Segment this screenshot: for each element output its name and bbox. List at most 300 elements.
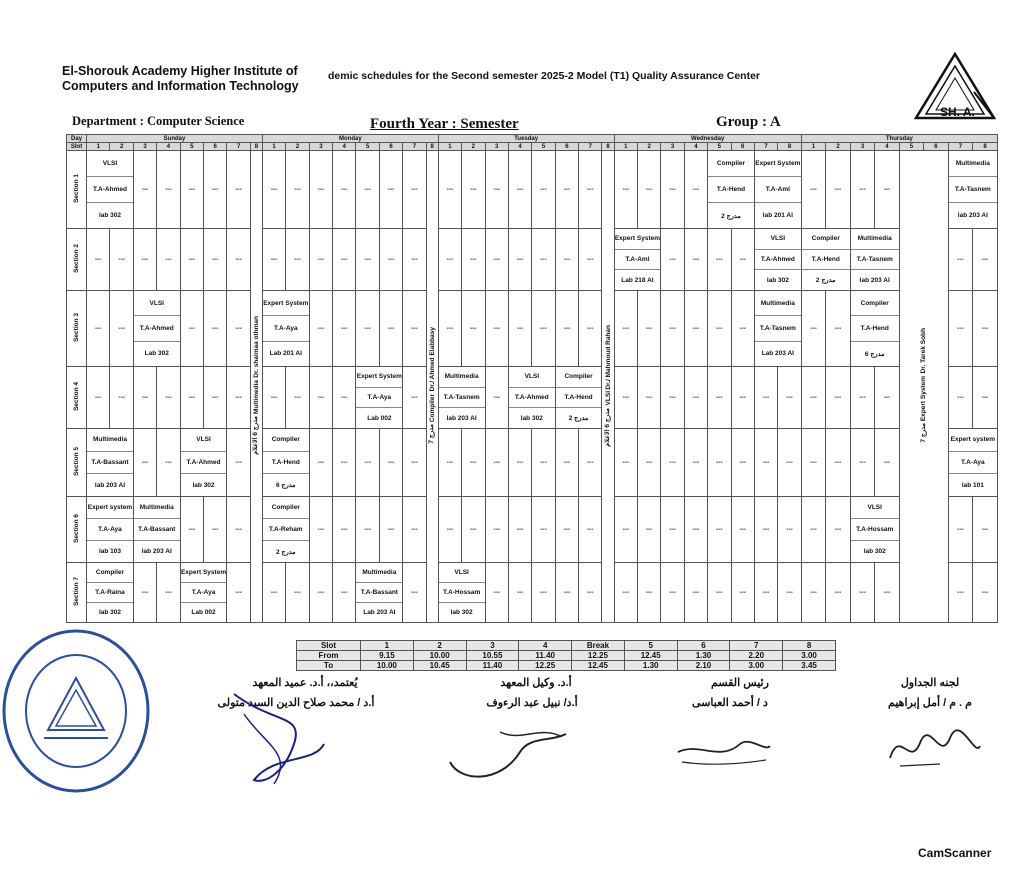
empty-cell: ---	[485, 229, 508, 291]
empty-cell: ---	[309, 497, 332, 563]
slot-number: 5	[532, 143, 555, 151]
slot-number: 6	[731, 143, 754, 151]
empty-cell: ---	[661, 429, 684, 497]
empty-cell: ---	[637, 367, 660, 429]
empty-cell: ---	[379, 429, 402, 497]
empty-cell: ---	[508, 429, 531, 497]
ministry-seal-icon	[0, 626, 152, 796]
time-value: 10.00	[413, 651, 466, 661]
empty-cell: ---	[778, 367, 802, 429]
empty-cell: ---	[579, 291, 602, 367]
empty-cell: ---	[637, 497, 660, 563]
empty-cell: ---	[485, 429, 508, 497]
slot-number: 3	[850, 143, 874, 151]
empty-cell: ---	[778, 563, 802, 623]
empty-cell: ---	[110, 367, 133, 429]
empty-cell: ---	[438, 497, 461, 563]
empty-cell: ---	[356, 151, 379, 229]
slot-number: 1	[438, 143, 461, 151]
empty-cell: ---	[850, 151, 874, 229]
empty-cell: ---	[403, 563, 426, 623]
schedule-cell: Compiler T.A-Hend مدرج 2	[708, 151, 755, 229]
section-row-6	[67, 497, 998, 563]
dean-name: أ.د / محمد صلاح الدين السيد متولى	[217, 697, 375, 709]
day-header-row	[67, 135, 998, 143]
slot-number: 5	[708, 143, 731, 151]
empty-cell: ---	[133, 229, 156, 291]
empty-cell: ---	[579, 563, 602, 623]
slot-label: Slot	[67, 143, 87, 151]
section-row-2	[67, 229, 998, 291]
empty-cell: ---	[133, 563, 156, 623]
day-tuesday: Tuesday	[438, 135, 614, 143]
time-value: 12.25	[519, 661, 572, 671]
section-label: Section 6	[67, 497, 87, 563]
empty-cell: ---	[227, 429, 250, 497]
time-value: 11.40	[466, 661, 519, 671]
empty-cell: ---	[801, 291, 825, 367]
schedule-cell: VLSI T.A-Hossam lab 302	[438, 563, 485, 623]
empty-cell: ---	[333, 497, 356, 563]
times-col: 1	[361, 641, 414, 651]
department-head-signature-icon	[670, 722, 780, 776]
day-thursday: Thursday	[801, 135, 997, 143]
empty-cell: ---	[555, 429, 578, 497]
empty-cell: ---	[661, 229, 684, 291]
empty-cell: ---	[462, 429, 485, 497]
empty-cell: ---	[180, 229, 203, 291]
empty-cell: ---	[801, 497, 825, 563]
schedule-cell: Compiler T.A-Hend مدرج 2	[801, 229, 850, 291]
slot-number: 2	[286, 143, 309, 151]
empty-cell: ---	[333, 429, 356, 497]
empty-cell: ---	[731, 429, 754, 497]
empty-cell: ---	[379, 229, 402, 291]
empty-cell: ---	[754, 497, 777, 563]
section-row-1	[67, 151, 998, 229]
empty-cell: ---	[157, 429, 180, 497]
section-label: Section 7	[67, 563, 87, 623]
lecture-monday: Dr./ Ahmed Elabbasy Compiler مدرج 7	[426, 151, 438, 623]
empty-cell: ---	[262, 367, 285, 429]
empty-cell: ---	[485, 497, 508, 563]
lecture-thursday: Dr. Tarek Sobh Expert System مدرج 7	[899, 151, 948, 623]
schedule-cell: Multimedia T.A-Bassant lab 203 AI	[133, 497, 180, 563]
times-label: Slot	[297, 641, 361, 651]
section-label: Section 4	[67, 367, 87, 429]
empty-cell: ---	[826, 429, 850, 497]
empty-cell: ---	[403, 429, 426, 497]
empty-cell: ---	[532, 151, 555, 229]
empty-cell: ---	[204, 229, 227, 291]
times-col: 6	[677, 641, 730, 651]
empty-cell: ---	[948, 229, 972, 291]
empty-cell: ---	[227, 367, 250, 429]
empty-cell: ---	[731, 291, 754, 367]
group-label: Group : A	[716, 114, 781, 130]
section-row-5	[67, 429, 998, 497]
empty-cell: ---	[875, 367, 899, 429]
day-monday: Monday	[262, 135, 438, 143]
institute-line-1: El-Shorouk Academy Higher Institute of	[62, 64, 298, 78]
schedule-cell: Compiler T.A-Hend مدرج 2	[555, 367, 602, 429]
empty-cell: ---	[227, 291, 250, 367]
empty-cell: ---	[262, 229, 285, 291]
camscanner-watermark: CamScanner	[918, 846, 992, 860]
empty-cell: ---	[157, 563, 180, 623]
slot-number: 8	[602, 143, 614, 151]
committee-title: لجنه الجداول	[900, 677, 960, 689]
schedule-cell: Expert System T.A-Aml lab 201 AI	[754, 151, 801, 229]
schedule-cell: VLSI T.A-Hossam lab 302	[850, 497, 899, 563]
times-col: 2	[413, 641, 466, 651]
section-row-7	[67, 563, 998, 623]
empty-cell: ---	[754, 429, 777, 497]
empty-cell: ---	[614, 497, 637, 563]
schedule-cell: Expert System T.A-Aya Lab 002	[180, 563, 227, 623]
empty-cell: ---	[204, 291, 227, 367]
dean-signature-icon	[214, 684, 334, 794]
empty-cell: ---	[826, 151, 850, 229]
slot-number: 7	[754, 143, 777, 151]
empty-cell: ---	[614, 563, 637, 623]
empty-cell: ---	[875, 151, 899, 229]
schedule-cell: Expert System T.A-Aml Lab 218 AI	[614, 229, 661, 291]
times-col: 3	[466, 641, 519, 651]
empty-cell: ---	[875, 563, 899, 623]
time-value: 3.45	[783, 661, 836, 671]
schedule-cell: Multimedia T.A-Tasnem lab 203 AI	[850, 229, 899, 291]
empty-cell: ---	[157, 229, 180, 291]
empty-cell: ---	[637, 151, 660, 229]
empty-cell: ---	[684, 497, 707, 563]
empty-cell: ---	[356, 497, 379, 563]
slot-number: 1	[87, 143, 110, 151]
empty-cell: ---	[438, 229, 461, 291]
times-col: 5	[624, 641, 677, 651]
empty-cell: ---	[227, 497, 250, 563]
time-value: 1.30	[624, 661, 677, 671]
empty-cell: ---	[403, 367, 426, 429]
empty-cell: ---	[661, 151, 684, 229]
empty-cell: ---	[379, 151, 402, 229]
empty-cell: ---	[661, 291, 684, 367]
day-sunday: Sunday	[87, 135, 263, 143]
vice-dean-name: أ.د/ نبيل عبد الرءوف	[486, 697, 578, 709]
empty-cell: ---	[462, 497, 485, 563]
slot-number: 7	[403, 143, 426, 151]
empty-cell: ---	[826, 291, 850, 367]
empty-cell: ---	[133, 429, 156, 497]
slot-number: 7	[948, 143, 972, 151]
empty-cell: ---	[708, 367, 731, 429]
empty-cell: ---	[684, 229, 707, 291]
empty-cell: ---	[532, 291, 555, 367]
empty-cell: ---	[485, 291, 508, 367]
department-label: Department : Computer Science	[72, 114, 245, 128]
empty-cell: ---	[133, 151, 156, 229]
empty-cell: ---	[661, 367, 684, 429]
empty-cell: ---	[801, 563, 825, 623]
empty-cell: ---	[614, 429, 637, 497]
empty-cell: ---	[227, 151, 250, 229]
section-label: Section 1	[67, 151, 87, 229]
empty-cell: ---	[333, 563, 356, 623]
slot-number: 3	[309, 143, 332, 151]
slot-number: 4	[684, 143, 707, 151]
empty-cell: ---	[826, 367, 850, 429]
empty-cell: ---	[731, 367, 754, 429]
time-value: 10.55	[466, 651, 519, 661]
empty-cell: ---	[508, 497, 531, 563]
empty-cell: ---	[438, 291, 461, 367]
empty-cell: ---	[661, 563, 684, 623]
empty-cell: ---	[403, 291, 426, 367]
empty-cell: ---	[555, 229, 578, 291]
empty-cell: ---	[684, 429, 707, 497]
time-value: 12.25	[572, 651, 625, 661]
empty-cell: ---	[555, 291, 578, 367]
time-value: 2.20	[730, 651, 783, 661]
empty-cell: ---	[309, 229, 332, 291]
empty-cell: ---	[614, 151, 637, 229]
schedule-cell: Multimedia T.A-Tasnem Lab 203 AI	[754, 291, 801, 367]
empty-cell: ---	[754, 367, 777, 429]
section-row-4	[67, 367, 998, 429]
empty-cell: ---	[485, 563, 508, 623]
times-col: Break	[572, 641, 625, 651]
empty-cell: ---	[204, 367, 227, 429]
lecture-tuesday: Dr./ Mahmoud Rahan VLSI مدرج 6 الاعلام	[602, 151, 614, 623]
empty-cell: ---	[110, 229, 133, 291]
empty-cell: ---	[508, 229, 531, 291]
committee-name: م . م / أمل إبراهيم	[888, 697, 972, 709]
empty-cell: ---	[973, 563, 998, 623]
empty-cell: ---	[180, 151, 203, 229]
schedule-cell: Expert System T.A-Aya Lab 002	[356, 367, 403, 429]
slot-number: 4	[333, 143, 356, 151]
empty-cell: ---	[973, 229, 998, 291]
empty-cell: ---	[508, 291, 531, 367]
empty-cell: ---	[485, 367, 508, 429]
empty-cell: ---	[637, 429, 660, 497]
empty-cell: ---	[731, 229, 754, 291]
slot-number: 6	[555, 143, 578, 151]
time-value: 3.00	[783, 651, 836, 661]
empty-cell: ---	[579, 229, 602, 291]
times-to-row	[297, 661, 836, 671]
dean-title: يُعتمد،، أ.د. عميد المعهد	[252, 677, 358, 689]
slot-number: 7	[579, 143, 602, 151]
empty-cell: ---	[309, 563, 332, 623]
empty-cell: ---	[801, 151, 825, 229]
empty-cell: ---	[637, 563, 660, 623]
empty-cell: ---	[850, 429, 874, 497]
times-col: 8	[783, 641, 836, 651]
time-value: 10.00	[361, 661, 414, 671]
empty-cell: ---	[532, 497, 555, 563]
times-slot-row	[297, 641, 836, 651]
schedule-cell: Multimedia T.A-Bassant lab 203 AI	[87, 429, 134, 497]
empty-cell: ---	[180, 367, 203, 429]
slot-number: 2	[637, 143, 660, 151]
slot-number: 2	[110, 143, 133, 151]
slot-number: 4	[157, 143, 180, 151]
empty-cell: ---	[801, 367, 825, 429]
slot-number: 3	[485, 143, 508, 151]
section-row-3	[67, 291, 998, 367]
schedule-cell: Multimedia T.A-Tasnem lab 203 AI	[948, 151, 997, 229]
vice-dean-title: أ.د. وكيل المعهد	[500, 677, 572, 689]
section-label: Section 3	[67, 291, 87, 367]
slot-header-row	[67, 143, 998, 151]
empty-cell: ---	[973, 367, 998, 429]
empty-cell: ---	[948, 563, 972, 623]
times-label: To	[297, 661, 361, 671]
empty-cell: ---	[227, 563, 250, 623]
empty-cell: ---	[87, 229, 110, 291]
empty-cell: ---	[133, 367, 156, 429]
empty-cell: ---	[403, 497, 426, 563]
schedule-cell: Compiler T.A-Raina lab 302	[87, 563, 134, 623]
empty-cell: ---	[309, 429, 332, 497]
empty-cell: ---	[87, 367, 110, 429]
slot-number: 6	[379, 143, 402, 151]
slot-number: 4	[508, 143, 531, 151]
slot-number: 3	[661, 143, 684, 151]
times-label: From	[297, 651, 361, 661]
schedule-cell: VLSI T.A-Ahmed lab 302	[508, 367, 555, 429]
day-label: Day	[67, 135, 87, 143]
empty-cell: ---	[262, 151, 285, 229]
empty-cell: ---	[555, 497, 578, 563]
empty-cell: ---	[684, 291, 707, 367]
empty-cell: ---	[614, 291, 637, 367]
time-value: 12.45	[572, 661, 625, 671]
times-col: 7	[730, 641, 783, 651]
time-value: 1.30	[677, 651, 730, 661]
empty-cell: ---	[110, 291, 133, 367]
empty-cell: ---	[485, 151, 508, 229]
time-value: 9.15	[361, 651, 414, 661]
empty-cell: ---	[379, 291, 402, 367]
empty-cell: ---	[356, 291, 379, 367]
empty-cell: ---	[403, 151, 426, 229]
empty-cell: ---	[850, 367, 874, 429]
slot-number: 8	[426, 143, 438, 151]
empty-cell: ---	[684, 367, 707, 429]
department-head-title: رئيس القسم	[711, 677, 769, 689]
empty-cell: ---	[333, 367, 356, 429]
schedule-cell: Multimedia T.A-Bassant Lab 203 AI	[356, 563, 403, 623]
empty-cell: ---	[508, 563, 531, 623]
schedule-cell: VLSI T.A-Ahmed lab 302	[180, 429, 227, 497]
schedule-cell: Compiler T.A-Hend مدرج 6	[850, 291, 899, 367]
schedule-cell: Compiler T.A-Reham مدرج 2	[262, 497, 309, 563]
empty-cell: ---	[262, 563, 285, 623]
time-value: 12.45	[624, 651, 677, 661]
empty-cell: ---	[661, 497, 684, 563]
empty-cell: ---	[973, 497, 998, 563]
slot-number: 2	[826, 143, 850, 151]
empty-cell: ---	[532, 429, 555, 497]
slot-number: 8	[973, 143, 998, 151]
slot-number: 5	[180, 143, 203, 151]
slot-number: 1	[801, 143, 825, 151]
schedule-cell: VLSI T.A-Ahmed Lab 302	[133, 291, 180, 367]
empty-cell: ---	[555, 563, 578, 623]
empty-cell: ---	[462, 229, 485, 291]
empty-cell: ---	[356, 229, 379, 291]
slot-number: 1	[614, 143, 637, 151]
section-label: Section 5	[67, 429, 87, 497]
time-value: 11.40	[519, 651, 572, 661]
empty-cell: ---	[356, 429, 379, 497]
empty-cell: ---	[286, 229, 309, 291]
slot-number: 5	[356, 143, 379, 151]
slot-number: 3	[133, 143, 156, 151]
empty-cell: ---	[801, 429, 825, 497]
empty-cell: ---	[948, 291, 972, 367]
empty-cell: ---	[778, 429, 802, 497]
empty-cell: ---	[157, 151, 180, 229]
empty-cell: ---	[948, 367, 972, 429]
empty-cell: ---	[637, 291, 660, 367]
empty-cell: ---	[579, 497, 602, 563]
empty-cell: ---	[532, 563, 555, 623]
empty-cell: ---	[754, 563, 777, 623]
year-label	[370, 116, 519, 133]
empty-cell: ---	[462, 151, 485, 229]
empty-cell: ---	[286, 563, 309, 623]
empty-cell: ---	[157, 367, 180, 429]
empty-cell: ---	[87, 291, 110, 367]
lecture-sunday: Dr. shaimaa othman Multimedia مدرج 6 الاعلام	[250, 151, 262, 623]
empty-cell: ---	[579, 429, 602, 497]
empty-cell: ---	[309, 151, 332, 229]
time-value: 3.00	[730, 661, 783, 671]
slot-number: 2	[462, 143, 485, 151]
slot-number: 7	[227, 143, 250, 151]
empty-cell: ---	[555, 151, 578, 229]
document-title: demic schedules for the Second semester 2025-2 Model (T1) Quality Assurance Center	[328, 70, 761, 82]
empty-cell: ---	[508, 151, 531, 229]
times-from-row	[297, 651, 836, 661]
schedule-cell: VLSI T.A-Ahmed lab 302	[754, 229, 801, 291]
empty-cell: ---	[708, 497, 731, 563]
empty-cell: ---	[438, 151, 461, 229]
empty-cell: ---	[731, 497, 754, 563]
empty-cell: ---	[875, 429, 899, 497]
day-wednesday: Wednesday	[614, 135, 801, 143]
schedule-cell: Multimedia T.A-Tasnem lab 203 AI	[438, 367, 485, 429]
slot-number: 6	[204, 143, 227, 151]
empty-cell: ---	[286, 367, 309, 429]
slot-number: 4	[875, 143, 899, 151]
schedule-table	[66, 134, 998, 623]
empty-cell: ---	[948, 497, 972, 563]
time-value: 2.10	[677, 661, 730, 671]
empty-cell: ---	[731, 563, 754, 623]
empty-cell: ---	[708, 429, 731, 497]
institute-name	[62, 64, 299, 94]
empty-cell: ---	[462, 291, 485, 367]
slot-number: 6	[924, 143, 948, 151]
committee-signature-icon	[880, 718, 990, 774]
empty-cell: ---	[708, 229, 731, 291]
schedule-cell: VLSI T.A-Ahmed lab 302	[87, 151, 134, 229]
empty-cell: ---	[309, 367, 332, 429]
